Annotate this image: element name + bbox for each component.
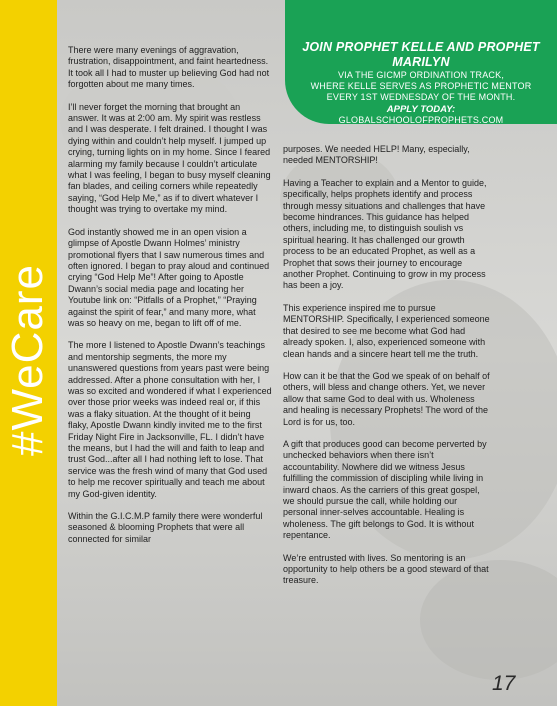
promo-banner-website: GLOBALSCHOOLOFPROPHETS.COM bbox=[338, 115, 504, 126]
promo-banner-line: EVERY 1ST WEDNESDAY OF THE MONTH. bbox=[326, 92, 516, 103]
page-number: 17 bbox=[492, 672, 516, 695]
promo-banner-line: VIA THE GICMP ORDINATION TRACK, bbox=[337, 70, 505, 80]
paragraph: Within the G.I.C.M.P family there were wonderful seasoned & blooming Prophets that were all connected for similar bbox=[68, 511, 263, 544]
paragraph: I’ll never forget the morning that brought an answer. It was at 2:00 am. My spirit was restless and I was desperate. I felt drained. I thought I was dying within and couldn’t help myself. I jumped up crying, turning lights on in my home. Since I feared alarming my family because I couldn’t articulate what I was feeling, I began to busy myself cleaning fan blades, and ceiling corners while repeatedly saying, “God Help Me,” as if to divert whatever I thought was trying to overtake my mind. bbox=[68, 101, 271, 215]
paragraph: This experience inspired me to pursue MENTORSHIP. Specifically, I experienced someone that desired to see me become what God had already spoken. I, also, experienced someone with clean hands and a sincere heart tell me the truth. bbox=[283, 302, 490, 359]
paragraph: There were many evenings of aggravation, frustration, disappointment, and faint heartedness. It took all I had to muster up believing God had not forgotten about me many times. bbox=[68, 45, 270, 90]
paragraph: purposes. We needed HELP! Many, especially, needed MENTORSHIP! bbox=[283, 144, 470, 166]
paragraph: Having a Teacher to explain and a Mentor to guide, specifically, helps prophets identify and process through messy situations and challenges that have become hindrances. This guidance has helped others, including me, to distinguish soulish vs spiritual hearing. It has challenged our growth process to be an educated Prophet, as well as a Prophet that sows their journey to encourage another Prophet. Continuing to grow in my process has been a joy. bbox=[283, 177, 487, 291]
paragraph: How can it be that the God we speak of on behalf of others, will bless and change others. Yet, we never allow that same God to deal with us. Wholeness and healing is necessary Prophets! The word of the Lord is for us, too. bbox=[283, 370, 490, 427]
promo-banner-text bbox=[290, 40, 552, 126]
promo-banner-apply: APPLY TODAY: bbox=[386, 103, 456, 115]
paragraph: The more I listened to Apostle Dwann’s teachings and mentorship segments, the more my unanswered questions from years past were being addressed. After a phone consultation with her, I was so excited and wondered if what I experienced over those prior weeks was indeed real or, if this was a flaky situation. At the thought of it being flaky, Apostle Dwann kindly invited me to the first Friday Night Fire in Jacksonville, FL. I didn’t have the means, but I had the will and faith to leap and trust God...after all I had nothing left to lose. That service was the fresh wind of many that God used to help me recover spiritually and teach me about my God-given identity. bbox=[68, 340, 272, 499]
sidebar-hashtag: #WeCare bbox=[3, 263, 52, 457]
paragraph: God instantly showed me in an open vision a glimpse of Apostle Dwann Holmes’ ministry promotional flyers that I saw numerous times and often ignored. I began to pray aloud and continued crying “God Help Me”! After going to Apostle Dwann’s social media page and locating her Youtube link on: “Pitfalls of a Prophet,” “Praying against the spirit of fear,” and many more, what was so heavy on me, began to lift off of me. bbox=[68, 226, 270, 328]
promo-banner-title: JOIN PROPHET KELLE AND PROPHET MARILYN bbox=[302, 40, 540, 69]
paragraph: We’re entrusted with lives. So mentoring is an opportunity to help others be a good steward of that treasure. bbox=[283, 552, 489, 586]
article-column-left bbox=[68, 45, 273, 556]
promo-banner-line: WHERE KELLE SERVES AS PROPHETIC MENTOR bbox=[310, 81, 532, 92]
paragraph: A gift that produces good can become perverted by unchecked behaviors when there isn’t accountability. Nowhere did we witness Jesus fulfilling the commission of discipling while living in inward chaos. As the carriers of this great gospel, we should pursue the call, while holding our personal inner-selves accountable. Healing is wholeness. The gift belongs to God. It is without repentance. bbox=[283, 438, 487, 541]
article-column-right bbox=[283, 144, 491, 598]
